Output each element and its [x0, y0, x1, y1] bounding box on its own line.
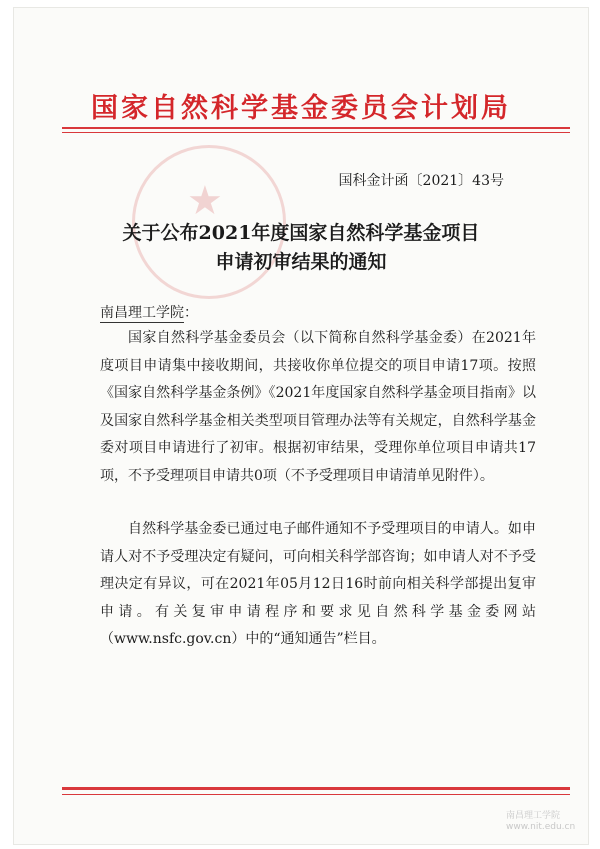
letterhead-title: 国家自然科学基金委员会计划局 [91, 93, 511, 124]
recipient-colon: ： [184, 305, 198, 321]
recipient [100, 302, 198, 322]
footer-rule-thin [62, 794, 570, 795]
body-paragraph-2: 自然科学基金委已通过电子邮件通知不予受理项目的申请人。如申请人对不予受理决定有疑问，可向相关科学部咨询；如申请人对不予受理决定有异议，可在2021年05月12日16时前向相关科学部提出复审申请。有关复审申请程序和要求见自然科学基金委网站（www.nsfc.gov.cn）中的“通知通告”栏目。 [100, 521, 536, 647]
document-title-line1: 关于公布2021年度国家自然科学基金项目 [122, 222, 480, 244]
letterhead-rule [62, 127, 570, 129]
watermark-line1: 南昌理工学院 [506, 811, 561, 821]
footer-rule [62, 787, 570, 790]
letterhead-rule-thin [62, 132, 570, 133]
watermark-line2: www.nit.edu.cn [506, 822, 576, 832]
seal-star-icon: ★ [187, 178, 223, 224]
body-paragraph-1: 国家自然科学基金委员会（以下简称自然科学基金委）在2021年度项目申请集中接收期间，共接收你单位提交的项目申请17项。按照《国家自然科学基金条例》《2021年度国家自然科学基金项目指南》以及国家自然科学基金相关类型项目管理办法等有关规定，自然科学基金委对项目申请进行了初审。根据初审结果，受理你单位项目申请共17项，不予受理项目申请共0项（不予受理项目申请清单见附件）。 [100, 330, 536, 484]
site-watermark [506, 811, 575, 833]
document-page [14, 8, 588, 844]
document-title [14, 219, 588, 277]
document-number: 国科金计函〔2021〕43号 [338, 173, 504, 189]
recipient-name: 南昌理工学院 [100, 305, 184, 321]
document-title-line2: 申请初审结果的通知 [215, 251, 387, 273]
